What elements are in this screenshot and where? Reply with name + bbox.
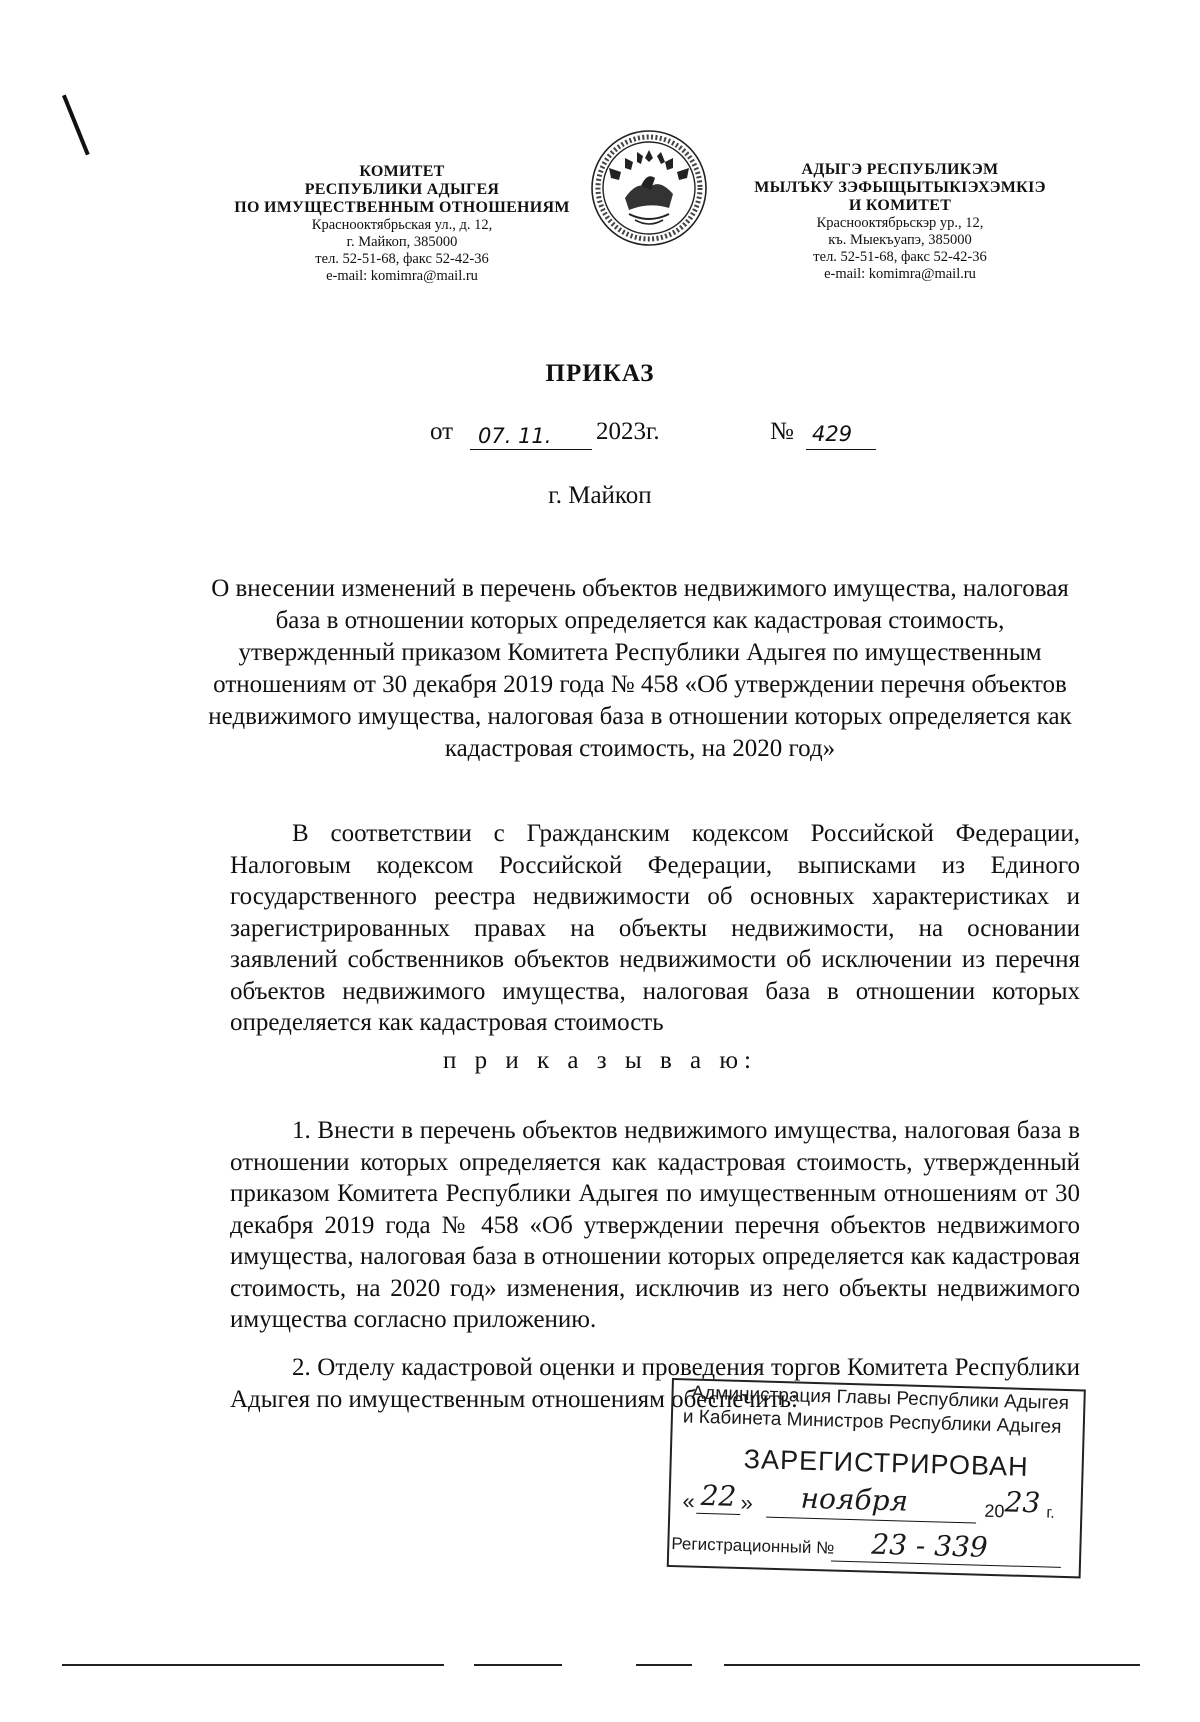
- stamp-month-underline: [766, 1517, 976, 1524]
- number-handwritten: 429: [812, 422, 853, 446]
- stamp-date-row: [682, 1478, 1073, 1531]
- header-right-phone: тел. 52-51-68, факс 52-42-36: [813, 249, 987, 265]
- order-item-1: 1. Внести в перечень объектов недвижимого имущества, налоговая база в отношении которых определяется как кадастровая стоимость, утвержденный приказом Комитета Республики Адыгея по имущественным отношениям от 30 декабря 2019 года № 458 «Об утверждении перечня объектов недвижимого имущества, налоговая база в отношении которых определяется как кадастровая стоимость, на 2020 год» изменения, исключив из него объекты недвижимого имущества согласно приложению.: [230, 1117, 1080, 1333]
- stamp-year-prefix: 20: [984, 1500, 1005, 1522]
- city: г. Майкоп: [548, 482, 652, 509]
- scan-mark: [62, 95, 90, 156]
- stamp-line2: и Кабинета Министров Республики Адыгея: [682, 1406, 1062, 1438]
- registration-stamp: [667, 1378, 1086, 1578]
- document-title: ПРИКАЗ: [545, 360, 655, 387]
- header-right-line3: И КОМИТЕТ: [848, 197, 952, 214]
- number-prefix: №: [770, 418, 794, 445]
- order-item-2: 2. Отделу кадастровой оценки и проведения торгов Комитета Республики Адыгея по имущественным отношениям обеспечить:: [230, 1354, 1080, 1413]
- stamp-reg-label: Регистрационный №: [671, 1534, 835, 1558]
- header-right-email: e-mail: komimra@mail.ru: [824, 266, 976, 282]
- stamp-reg-row: [671, 1526, 1072, 1571]
- bottom-rule-mid2: [636, 1664, 692, 1666]
- bottom-rule-left: [62, 1664, 444, 1666]
- date-underline: [470, 449, 592, 450]
- header-left-phone: тел. 52-51-68, факс 52-42-36: [315, 251, 489, 267]
- date-prefix: от: [430, 418, 454, 445]
- header-right-address1: Краснооктябрьскэр ур., 12,: [816, 215, 984, 231]
- coat-of-arms-emblem: [585, 128, 713, 248]
- header-left: [222, 163, 582, 285]
- header-left-address2: г. Майкоп, 385000: [346, 234, 458, 250]
- header-left-line2: РЕСПУБЛИКИ АДЫГЕЯ: [304, 181, 500, 198]
- stamp-year: 23: [1004, 1485, 1041, 1520]
- stamp-month: ноября: [800, 1481, 909, 1518]
- stamp-year-suffix: г.: [1046, 1504, 1055, 1522]
- header-right-line2: МЫЛЪКУ ЗЭФЫЩЫТЫКIЭХЭМКIЭ: [754, 179, 1046, 196]
- number-underline: [806, 449, 876, 450]
- header-left-address1: Краснооктябрьская ул., д. 12,: [311, 217, 493, 233]
- header-left-line1: КОМИТЕТ: [359, 163, 445, 180]
- bottom-rule-right: [724, 1664, 1140, 1666]
- intro-paragraph: В соответствии с Гражданским кодексом Российской Федерации, Налоговым кодексом Российской Федерации, выписками из Единого государственного реестра недвижимости об основных характеристиках и зарегистрированных правах на объекты недвижимости, на основании заявлений собственников объектов недвижимости об исключении из перечня объектов недвижимого имущества, налоговая база в отношении которых определяется как кадастровая стоимость: [230, 820, 1080, 1036]
- date-handwritten: 07. 11.: [478, 424, 552, 448]
- stamp-quote-open: «: [682, 1488, 696, 1514]
- header-left-line3: ПО ИМУЩЕСТВЕННЫМ ОТНОШЕНИЯМ: [234, 199, 570, 216]
- stamp-day: 22: [700, 1478, 737, 1513]
- stamp-reg-number: 23 - 339: [870, 1527, 989, 1564]
- header-right-address2: къ. Мыекъуапэ, 385000: [828, 232, 972, 248]
- header-right: [720, 161, 1080, 283]
- stamp-day-underline: [696, 1513, 740, 1515]
- date-year: 2023г.: [596, 418, 660, 445]
- bottom-rule-mid1: [474, 1664, 562, 1666]
- order-word: п р и к а з ы в а ю:: [443, 1047, 757, 1074]
- stamp-line1: Администрация Главы Республики Адыгея: [691, 1382, 1070, 1415]
- header-left-email: e-mail: komimra@mail.ru: [326, 268, 478, 284]
- stamp-title: ЗАРЕГИСТРИРОВАН: [743, 1444, 1029, 1482]
- header-right-line1: АДЫГЭ РЕСПУБЛИКЭМ: [801, 161, 999, 178]
- document-subject: О внесении изменений в перечень объектов недвижимого имущества, налоговая база в отношении которых определяется как кадастровая стоимость, утвержденный приказом Комитета Республики Адыгея по имущественным отношениям от 30 декабря 2019 года № 458 «Об утверждении перечня объектов недвижимого имущества, налоговая база в отношении которых определяется как кадастровая стоимость, на 2020 год»: [208, 575, 1072, 762]
- stamp-quote-close: »: [740, 1489, 754, 1516]
